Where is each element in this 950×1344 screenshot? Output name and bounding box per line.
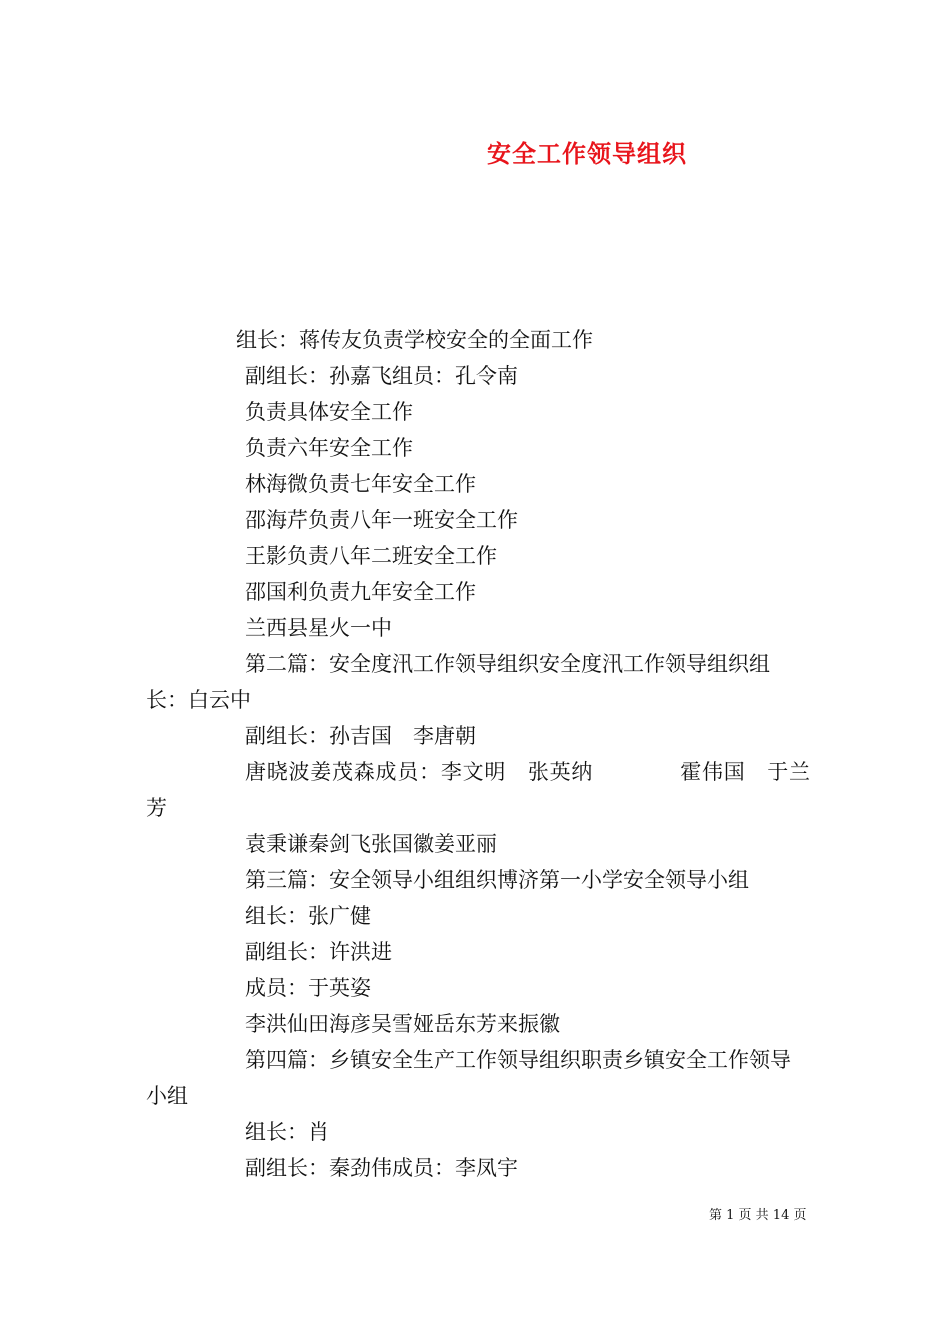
text-line: 林海微负责七年安全工作 [245,472,476,496]
section-heading: 第四篇：乡镇安全生产工作领导组织职责乡镇安全工作领导小组 [146,1048,791,1108]
text-line: 组长：张广健 [245,904,371,928]
text-line: 副组长：秦劲伟成员：李凤宇 [245,1156,518,1180]
text-line: 副组长：孙吉国 李唐朝 [245,724,476,748]
section-heading: 第二篇：安全度汛工作领导组织安全度汛工作领导组织组长：白云中 [146,652,770,712]
section-heading: 第三篇：安全领导小组组织博济第一小学安全领导小组 [245,868,749,892]
text-line: 唐晓波姜茂森成员：李文明 张英纳 霍伟国 于兰芳 [146,760,810,820]
document-body [146,322,810,1186]
text-line: 负责六年安全工作 [245,436,413,460]
text-line: 邵海芹负责八年一班安全工作 [245,508,518,532]
page-number: 第 1 页 共 14 页 [709,1208,807,1223]
text-line: 邵国利负责九年安全工作 [245,580,476,604]
document-title: 安全工作领导组织 [487,139,687,168]
text-line: 组长：蒋传友负责学校安全的全面工作 [236,328,593,352]
text-line: 组长：肖 [245,1120,329,1144]
text-line: 成员：于英姿 [245,976,371,1000]
text-line: 袁秉谦秦剑飞张国徽姜亚丽 [245,832,497,856]
text-line: 王影负责八年二班安全工作 [245,544,497,568]
text-line: 兰西县星火一中 [245,616,392,640]
text-line: 李洪仙田海彦吴雪娅岳东芳来振徽 [245,1012,560,1036]
text-line: 副组长：许洪进 [245,940,392,964]
text-line: 负责具体安全工作 [245,400,413,424]
text-line: 副组长：孙嘉飞组员：孔令南 [245,364,518,388]
